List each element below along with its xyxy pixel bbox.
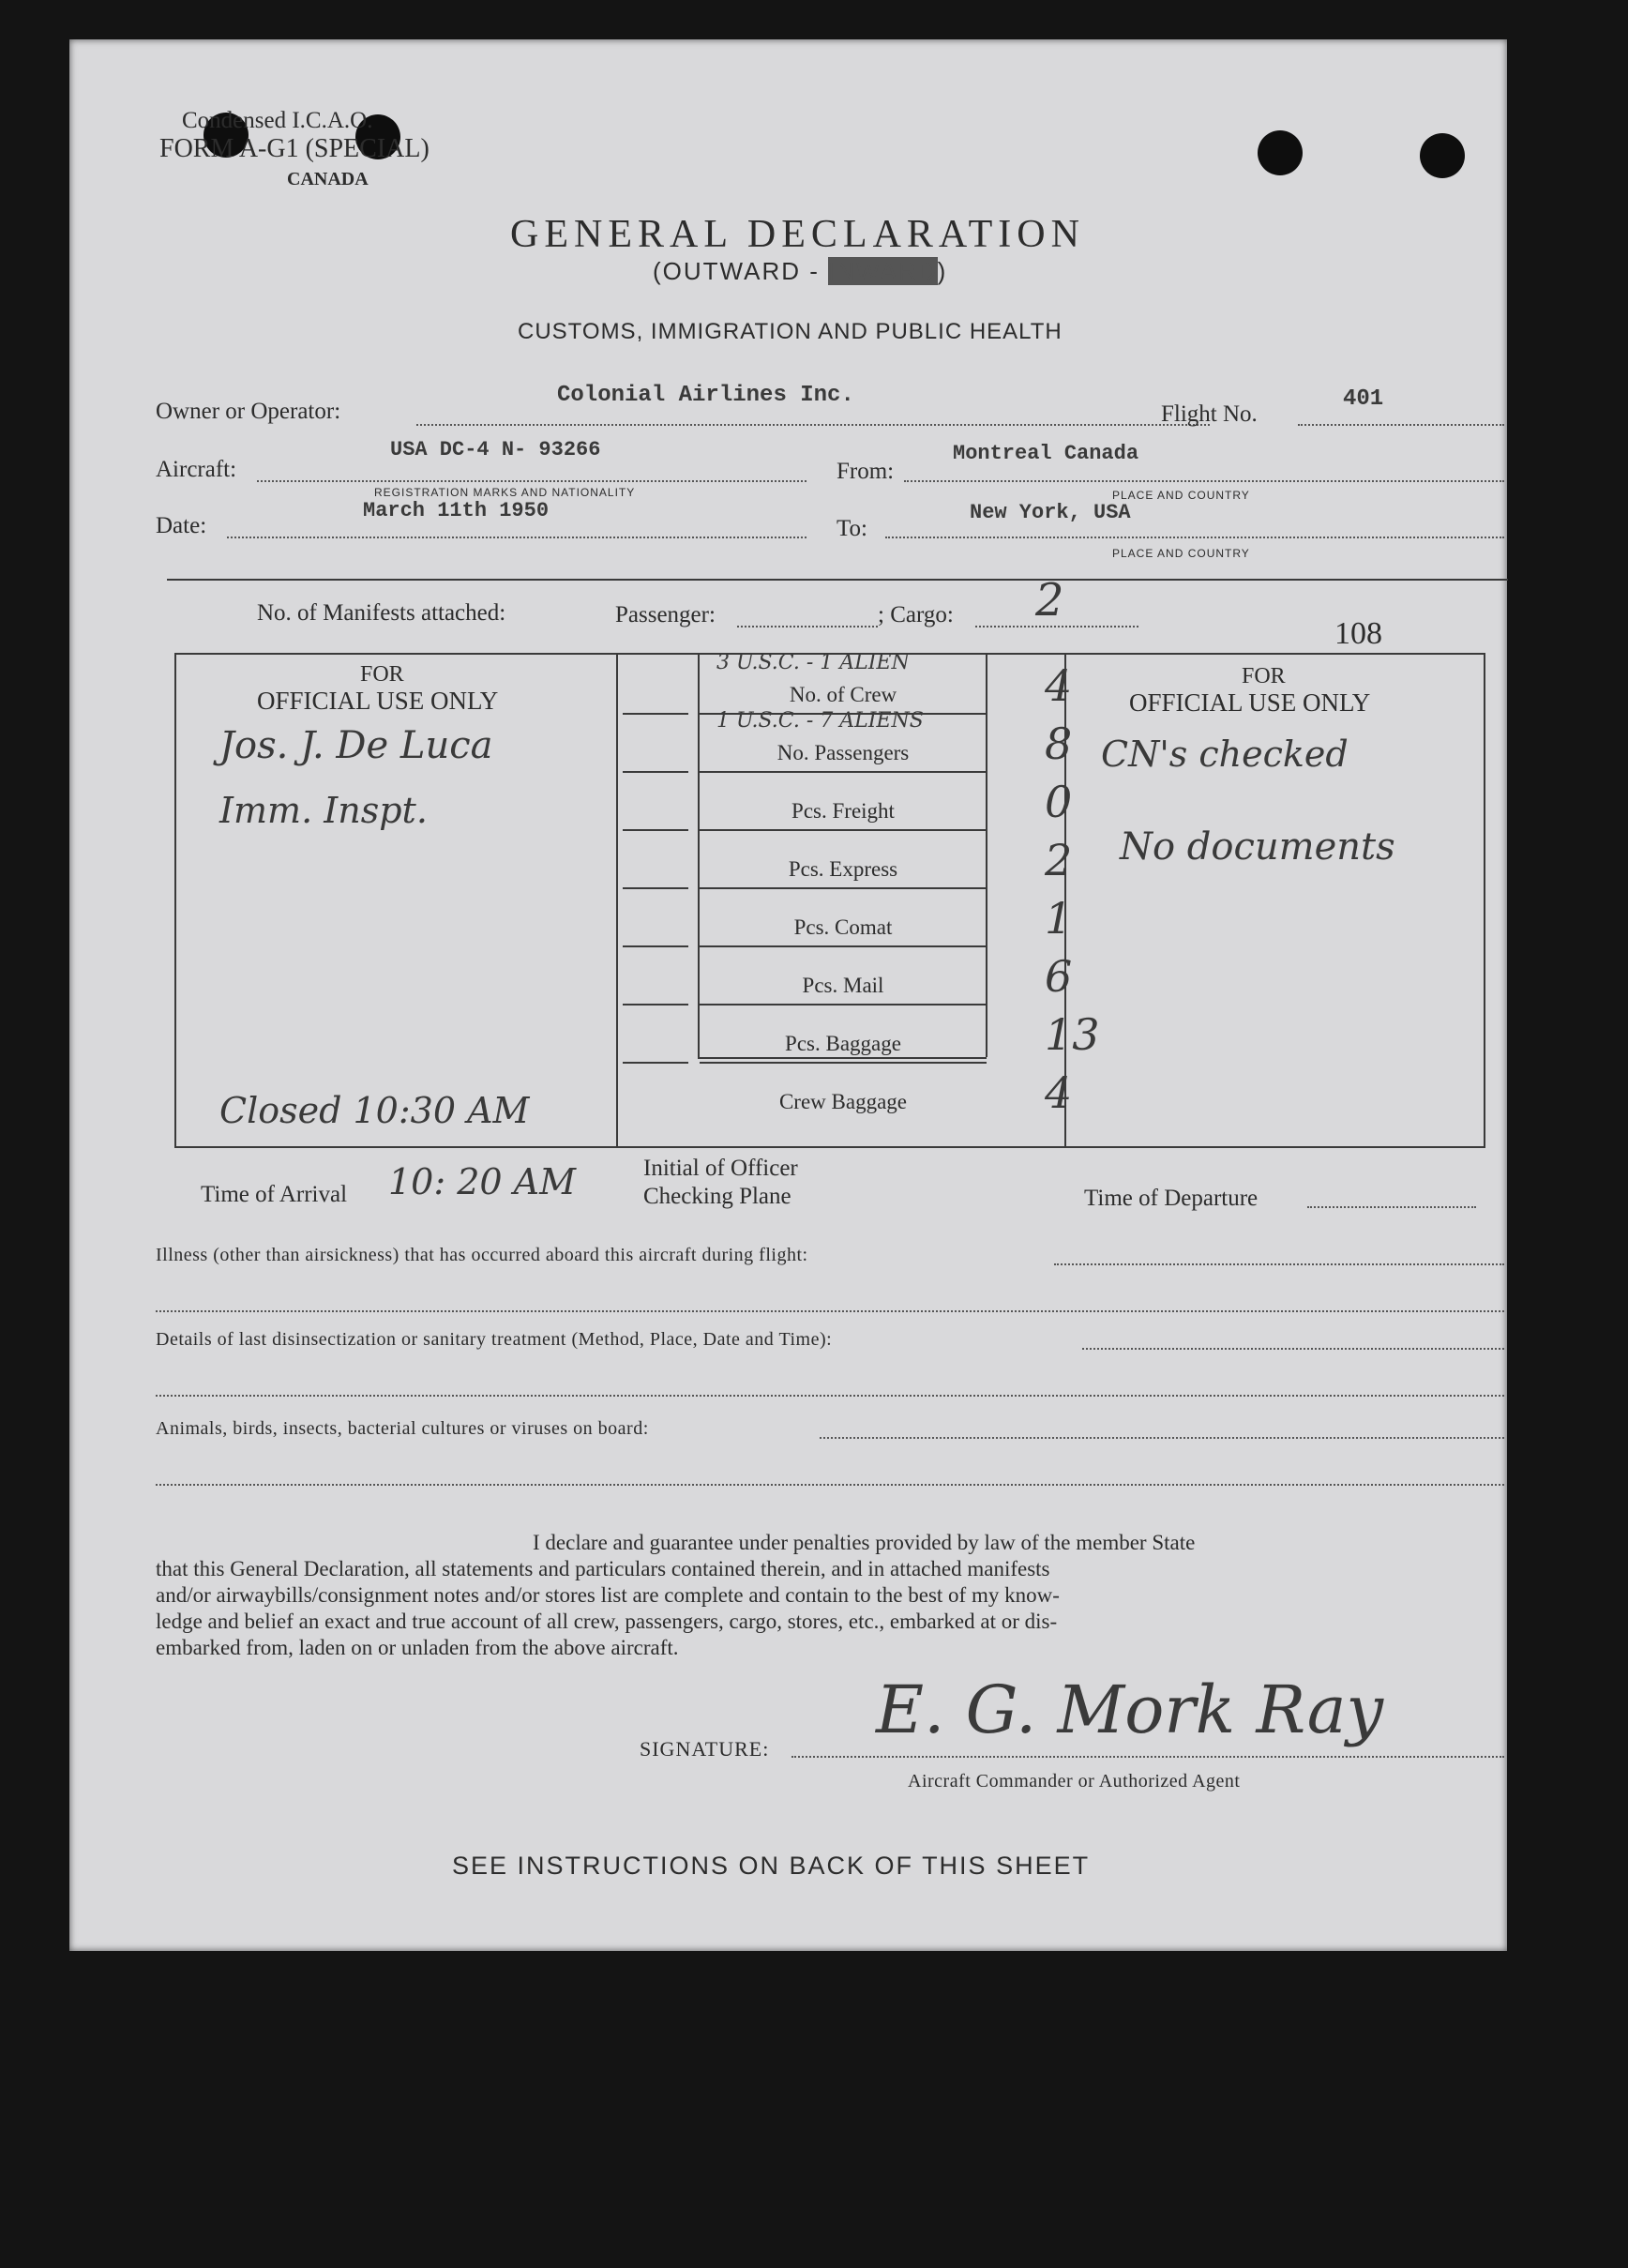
declaration-line-5: embarked from, laden on or unladen from the above aircraft. [156, 1636, 679, 1659]
arrival-label: Time of Arrival [201, 1182, 348, 1207]
form-sheet [69, 39, 1507, 1951]
illness-dots [1054, 1263, 1504, 1265]
subtitle [653, 257, 947, 286]
declaration-line-1: I declare and guarantee under penalties provided by law of the member State [533, 1531, 1196, 1554]
row-value: 2 [1045, 835, 1073, 885]
departure-dots [1307, 1206, 1476, 1208]
closed-note: Closed 10:30 AM [219, 1090, 530, 1131]
owner-dots [416, 424, 1210, 426]
departure-label: Time of Departure [1084, 1186, 1259, 1211]
owner-value: Colonial Airlines Inc. [557, 383, 854, 408]
animals-dots [820, 1437, 1504, 1439]
from-dots [904, 480, 1504, 482]
to-value: New York, USA [970, 501, 1131, 524]
disinsect-dots-2 [156, 1395, 1504, 1397]
aircraft-caption: REGISTRATION MARKS AND NATIONALITY [374, 486, 636, 499]
punch-hole [1420, 133, 1465, 178]
disinsect-dots [1082, 1348, 1504, 1350]
row-label: Pcs. Mail [802, 974, 884, 997]
right-header-for: FOR [1242, 664, 1286, 688]
to-caption: PLACE AND COUNTRY [1112, 547, 1250, 560]
right-header-official: OFFICIAL USE ONLY [1129, 688, 1371, 717]
row-value: 4 [1045, 1067, 1073, 1118]
row-tick [623, 829, 688, 831]
right-note-documents: No documents [1120, 825, 1395, 869]
row-value: 0 [1045, 777, 1073, 827]
row-value: 13 [1045, 1009, 1100, 1060]
subtitle-struck: INWARD [828, 257, 938, 285]
owner-label: Owner or Operator: [156, 399, 341, 424]
section-title: CUSTOMS, IMMIGRATION AND PUBLIC HEALTH [518, 319, 1063, 344]
row-label: No. of Crew [789, 683, 897, 706]
declaration-line-3: and/or airwaybills/consignment notes and/or stores list are complete and contain to the best of my know- [156, 1583, 1060, 1607]
animals-dots-2 [156, 1484, 1504, 1486]
aircraft-value: USA DC-4 N- 93266 [390, 438, 601, 461]
row-note: 3 U.S.C. - 1 ALIEN [716, 651, 910, 674]
subtitle-close: ) [937, 257, 948, 285]
separator-line [167, 579, 1508, 581]
initial-label-1: Initial of Officer [643, 1156, 798, 1181]
row-separator [700, 829, 987, 831]
initial-label-2: Checking Plane [643, 1184, 791, 1209]
from-label: From: [837, 459, 895, 484]
flight-value: 401 [1343, 386, 1384, 412]
declaration-line-4: ledge and belief an exact and true account of all crew, passengers, cargo, stores, etc., embarked at or dis- [156, 1610, 1058, 1633]
row-value: 1 [1045, 893, 1073, 944]
aircraft-label: Aircraft: [156, 457, 237, 482]
manifests-label: No. of Manifests attached: [257, 600, 506, 626]
cargo-label: ; Cargo: [878, 602, 954, 627]
row-tick [623, 771, 688, 773]
date-label: Date: [156, 513, 207, 538]
flight-label: Flight No. [1161, 401, 1258, 427]
page-title: GENERAL DECLARATION [510, 213, 1085, 256]
declaration-line-2: that this General Declaration, all statements and particulars contained therein, and in attached manifests [156, 1557, 1050, 1580]
signature-handwriting: E. G. Mork Ray [876, 1671, 1384, 1748]
row-label: No. Passengers [776, 741, 910, 764]
signature-caption: Aircraft Commander or Authorized Agent [908, 1771, 1241, 1792]
to-label: To: [837, 516, 867, 541]
row-separator [700, 1004, 987, 1005]
row-label: Crew Baggage [778, 1090, 908, 1113]
from-caption: PLACE AND COUNTRY [1112, 489, 1250, 502]
row-tick [623, 1062, 688, 1064]
left-header-for: FOR [360, 662, 404, 687]
number-stamp: 108 [1334, 616, 1382, 651]
arrival-value: 10: 20 AM [388, 1161, 577, 1202]
cargo-value: 2 [1035, 574, 1064, 627]
date-value: March 11th 1950 [363, 499, 550, 522]
aircraft-dots [257, 480, 806, 482]
row-separator [700, 1062, 987, 1064]
flight-dots [1298, 424, 1504, 426]
officer-signature: Jos. J. De Luca [219, 724, 493, 767]
row-value: 8 [1045, 718, 1073, 769]
row-tick [623, 1004, 688, 1005]
row-note: 1 U.S.C. - 7 ALIENS [716, 709, 924, 733]
punch-hole [1258, 130, 1303, 175]
right-note-checked: CN's checked [1101, 733, 1349, 775]
signature-label: SIGNATURE: [640, 1737, 770, 1761]
row-label: Pcs. Comat [793, 915, 893, 939]
form-line1: Condensed I.C.A.O. [182, 108, 373, 133]
date-dots [227, 537, 806, 538]
left-header-official: OFFICIAL USE ONLY [257, 687, 499, 715]
table-divider-left [616, 654, 618, 1147]
row-separator [700, 887, 987, 889]
row-tick [623, 945, 688, 947]
footer-instructions: SEE INSTRUCTIONS ON BACK OF THIS SHEET [452, 1852, 1091, 1880]
row-tick [623, 887, 688, 889]
illness-dots-2 [156, 1310, 1504, 1312]
passenger-dots [737, 626, 878, 627]
row-value: 4 [1045, 660, 1073, 711]
animals-label: Animals, birds, insects, bacterial cultures or viruses on board: [156, 1418, 649, 1439]
signature-dots [791, 1756, 1504, 1758]
subtitle-outward: (OUTWARD - [653, 257, 820, 285]
passenger-label: Passenger: [615, 602, 716, 627]
row-label: Pcs. Baggage [785, 1032, 901, 1055]
illness-label: Illness (other than airsickness) that has occurred aboard this aircraft during flight: [156, 1245, 808, 1265]
officer-title: Imm. Inspt. [219, 790, 428, 831]
row-separator [700, 771, 987, 773]
row-tick [623, 713, 688, 715]
row-separator [700, 945, 987, 947]
to-dots [885, 537, 1504, 538]
count-column-bottom [698, 1057, 987, 1059]
from-value: Montreal Canada [953, 442, 1139, 465]
form-line2: FORM A-G1 (SPECIAL) [159, 134, 430, 163]
disinsect-label: Details of last disinsectization or sanitary treatment (Method, Place, Date and Time): [156, 1329, 833, 1350]
form-country: CANADA [287, 169, 369, 189]
row-value: 6 [1045, 951, 1073, 1002]
row-label: Pcs. Express [788, 857, 898, 881]
row-label: Pcs. Freight [791, 799, 895, 823]
